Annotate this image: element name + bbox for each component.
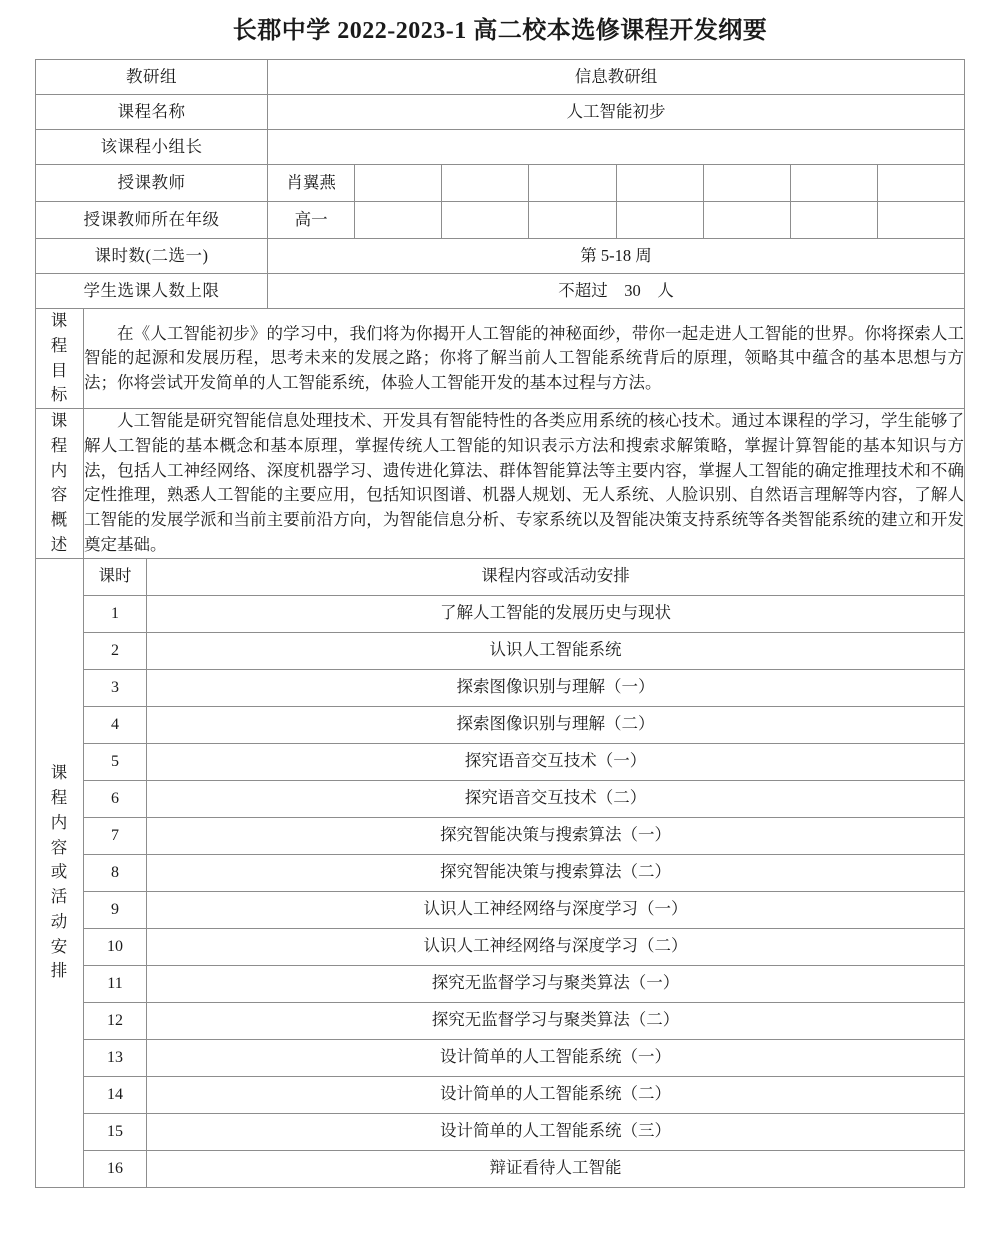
vlabel-char: 程 <box>50 788 69 808</box>
lesson-content: 辩证看待人工智能 <box>147 1150 965 1187</box>
lesson-content: 探究智能决策与搜索算法（二） <box>147 854 965 891</box>
lesson-period-number: 8 <box>84 854 147 891</box>
course-outline-table <box>35 59 965 1188</box>
grade-slot-2[interactable] <box>355 202 442 239</box>
vlabel-char: 课 <box>50 763 69 783</box>
table-row <box>84 928 965 965</box>
section-label-overview <box>36 409 84 559</box>
lesson-period-number: 7 <box>84 817 147 854</box>
lesson-period-number: 16 <box>84 1150 147 1187</box>
table-row <box>36 165 965 202</box>
field-label-teachers: 授课教师 <box>36 165 268 202</box>
vlabel-char: 内 <box>50 812 69 832</box>
page-title: 长郡中学 2022-2023-1 高二校本选修课程开发纲要 <box>232 18 768 44</box>
lesson-period-number: 4 <box>84 706 147 743</box>
field-value-course-name[interactable]: 人工智能初步 <box>268 95 965 130</box>
teacher-slot-8[interactable] <box>877 165 964 202</box>
lesson-period-number: 14 <box>84 1076 147 1113</box>
teacher-slot-2[interactable] <box>355 165 442 202</box>
field-label-research-group: 教研组 <box>36 60 268 95</box>
grade-slot-6[interactable] <box>703 202 790 239</box>
vlabel-char: 目 <box>50 360 69 380</box>
table-row <box>36 409 965 559</box>
teacher-slot-1[interactable]: 肖翼燕 <box>268 165 355 202</box>
table-row <box>84 965 965 1002</box>
schedule-cell <box>84 558 965 1187</box>
field-label-capacity: 学生选课人数上限 <box>36 274 268 309</box>
grade-slot-4[interactable] <box>529 202 616 239</box>
lesson-content: 探究智能决策与搜索算法（一） <box>147 817 965 854</box>
vlabel-char: 述 <box>50 534 69 554</box>
lesson-period-number: 1 <box>84 595 147 632</box>
vlabel-char: 动 <box>50 911 69 931</box>
table-row <box>84 1039 965 1076</box>
vlabel-char: 容 <box>50 485 69 505</box>
table-row <box>84 780 965 817</box>
vlabel-char: 程 <box>50 335 69 355</box>
vlabel-char: 安 <box>50 936 69 956</box>
lesson-period-number: 11 <box>84 965 147 1002</box>
table-row <box>36 274 965 309</box>
column-header-content: 课程内容或活动安排 <box>147 558 965 595</box>
teacher-slot-7[interactable] <box>790 165 877 202</box>
lesson-content: 探究语音交互技术（二） <box>147 780 965 817</box>
table-row <box>84 817 965 854</box>
lesson-period-number: 3 <box>84 669 147 706</box>
table-row <box>36 130 965 165</box>
table-row <box>84 1150 965 1187</box>
grade-slots-cell <box>268 202 965 239</box>
lesson-period-number: 15 <box>84 1113 147 1150</box>
field-label-teacher-grades: 授课教师所在年级 <box>36 202 268 239</box>
lesson-period-number: 10 <box>84 928 147 965</box>
table-row <box>84 743 965 780</box>
lesson-period-number: 2 <box>84 632 147 669</box>
table-row <box>268 165 965 202</box>
vlabel-char: 标 <box>50 385 69 405</box>
table-row <box>36 202 965 239</box>
vlabel-char: 活 <box>50 887 69 907</box>
grade-slot-5[interactable] <box>616 202 703 239</box>
column-header-period: 课时 <box>84 558 147 595</box>
field-label-course-name: 课程名称 <box>36 95 268 130</box>
grade-slot-1[interactable]: 高一 <box>268 202 355 239</box>
table-row <box>84 854 965 891</box>
table-row <box>36 95 965 130</box>
section-text-objectives: 在《人工智能初步》的学习中，我们将为你揭开人工智能的神秘面纱，带你一起走进人工智能的世界。你将探索人工智能的起源和发展历程，思考未来的发展之路；你将了解当前人工智能系统背后的原理，领略其中蕴含的基本思想与方法；你将尝试开发简单的人工智能系统，体验人工智能开发的基本过程与方法。 <box>84 309 965 409</box>
lesson-period-number: 13 <box>84 1039 147 1076</box>
table-row <box>36 558 965 1187</box>
lesson-content: 认识人工神经网络与深度学习（二） <box>147 928 965 965</box>
lesson-content: 设计简单的人工智能系统（三） <box>147 1113 965 1150</box>
grade-slot-8[interactable] <box>877 202 964 239</box>
lesson-period-number: 9 <box>84 891 147 928</box>
lesson-content: 认识人工智能系统 <box>147 632 965 669</box>
grade-slot-7[interactable] <box>790 202 877 239</box>
table-row <box>84 669 965 706</box>
lesson-content: 探索图像识别与理解（二） <box>147 706 965 743</box>
teacher-slot-4[interactable] <box>529 165 616 202</box>
lesson-content: 认识人工神经网络与深度学习（一） <box>147 891 965 928</box>
teacher-slot-3[interactable] <box>442 165 529 202</box>
table-row <box>268 202 965 239</box>
vlabel-char: 课 <box>50 311 69 331</box>
lesson-content: 探究语音交互技术（一） <box>147 743 965 780</box>
table-row <box>84 706 965 743</box>
vlabel-char: 程 <box>50 435 69 455</box>
teacher-slot-6[interactable] <box>703 165 790 202</box>
table-row <box>84 1113 965 1150</box>
lesson-content: 设计简单的人工智能系统（二） <box>147 1076 965 1113</box>
table-row <box>84 891 965 928</box>
section-text-overview: 人工智能是研究智能信息处理技术、开发具有智能特性的各类应用系统的核心技术。通过本课程的学习，学生能够了解人工智能的基本概念和基本原理，掌握传统人工智能的知识表示方法和搜索求解策略，掌握计算智能的基本知识与方法，包括人工神经网络、深度机器学习、遗传进化算法、群体智能算法等主要内容，掌握人工智能的确定推理技术和不确定性推理，熟悉人工智能的主要应用，包括知识图谱、机器人规划、无人系统、人脸识别、自然语言理解等内容，了解人工智能的发展学派和当前主要前沿方向，为智能信息分析、专家系统以及智能决策支持系统等各类智能系统的建立和开发奠定基础。 <box>84 409 965 559</box>
lesson-content: 探究无监督学习与聚类算法（二） <box>147 1002 965 1039</box>
table-row <box>36 309 965 409</box>
teacher-slots-table <box>267 164 965 202</box>
table-row <box>84 632 965 669</box>
table-row <box>36 60 965 95</box>
teacher-slot-5[interactable] <box>616 165 703 202</box>
vlabel-char: 概 <box>50 510 69 530</box>
table-row <box>84 1076 965 1113</box>
lesson-period-number: 12 <box>84 1002 147 1039</box>
lesson-period-number: 5 <box>84 743 147 780</box>
lesson-schedule-table <box>83 558 965 1188</box>
grade-slot-3[interactable] <box>442 202 529 239</box>
lesson-period-number: 6 <box>84 780 147 817</box>
teacher-slots-cell <box>268 165 965 202</box>
field-value-capacity[interactable]: 不超过 30 人 <box>268 274 965 309</box>
vlabel-char: 容 <box>50 837 69 857</box>
section-label-schedule <box>36 558 84 1187</box>
vlabel-char: 排 <box>50 961 69 981</box>
field-value-period-count[interactable]: 第 5-18 周 <box>268 239 965 274</box>
lesson-content: 探究无监督学习与聚类算法（一） <box>147 965 965 1002</box>
table-header-row <box>84 558 965 595</box>
field-value-research-group[interactable]: 信息教研组 <box>268 60 965 95</box>
lesson-content: 探索图像识别与理解（一） <box>147 669 965 706</box>
vlabel-char: 课 <box>50 411 69 431</box>
table-row <box>36 239 965 274</box>
section-label-objectives <box>36 309 84 409</box>
field-value-group-leader[interactable] <box>268 130 965 165</box>
vlabel-char: 或 <box>50 862 69 882</box>
table-row <box>84 595 965 632</box>
vlabel-char: 内 <box>50 460 69 480</box>
lesson-content: 了解人工智能的发展历史与现状 <box>147 595 965 632</box>
field-label-period-count: 课时数(二选一) <box>36 239 268 274</box>
grade-slots-table <box>267 201 965 239</box>
lesson-content: 设计简单的人工智能系统（一） <box>147 1039 965 1076</box>
field-label-group-leader: 该课程小组长 <box>36 130 268 165</box>
table-row <box>84 1002 965 1039</box>
